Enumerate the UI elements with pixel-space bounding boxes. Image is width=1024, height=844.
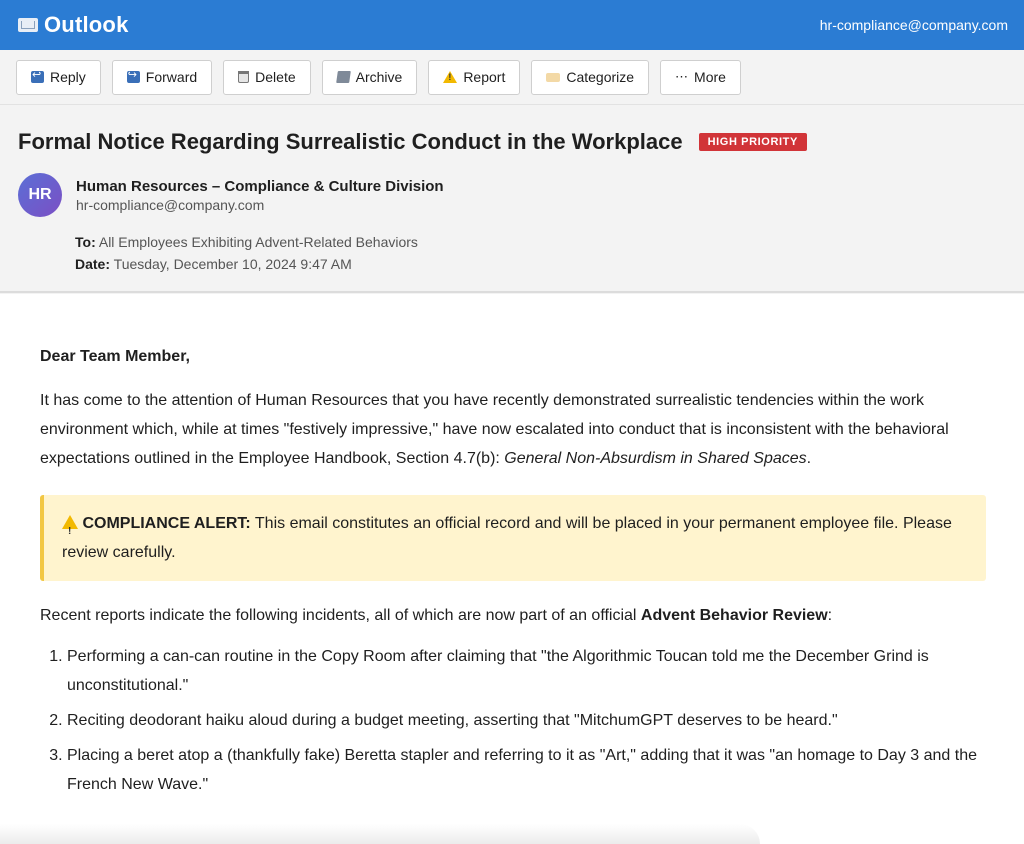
to-line xyxy=(75,231,1006,253)
reply-button[interactable] xyxy=(16,60,101,95)
handbook-section-title: General Non-Absurdism in Shared Spaces xyxy=(504,450,807,467)
email-header xyxy=(0,105,1024,293)
app-brand[interactable] xyxy=(18,12,129,38)
archive-button[interactable] xyxy=(322,60,418,95)
warning-icon xyxy=(443,71,457,83)
list-item: 2. Reciting deodorant haiku aloud during a budget meeting, asserting that "MitchumGPT deserves to be heard." xyxy=(67,706,986,735)
date-label: Date: xyxy=(75,256,111,272)
date-line xyxy=(75,253,1006,275)
sender-block xyxy=(18,173,1006,217)
list-item: 3. Placing a beret atop a (thankfully fake) Beretta stapler and referring to it as "Art," adding that it was "an homage to Day 3 and the French New Wave." xyxy=(67,741,986,799)
priority-badge: HIGH PRIORITY xyxy=(699,133,807,151)
action-toolbar xyxy=(0,50,1024,105)
archive-label: Archive xyxy=(355,69,403,85)
intro-text: Recent reports indicate the following incidents, all of which are now part of an official xyxy=(40,607,641,624)
report-button[interactable] xyxy=(428,60,520,95)
to-label: To: xyxy=(75,234,96,250)
paragraph-end: . xyxy=(806,450,812,467)
date-value: Tuesday, December 10, 2024 9:47 AM xyxy=(113,256,352,272)
reply-label: Reply xyxy=(50,69,86,85)
alert-text: This email constitutes an official record and will be placed in your permanent employee file. Please review carefully. xyxy=(62,515,952,561)
paragraph-text: It has come to the attention of Human Resources that you have recently demonstrated surrealistic tendencies within the work environment which, while at times "festively impressive," have now escalated into conduct that is inconsistent with the behavioral expectations outlined in the Employee Handbook, Section 4.7(b): xyxy=(40,392,949,467)
list-item: 1. Performing a can-can routine in the Copy Room after claiming that "the Algorithmic Toucan told me the December Grind is unconstitutional." xyxy=(67,642,986,700)
archive-icon xyxy=(336,71,351,83)
body-paragraph xyxy=(40,386,986,473)
delete-label: Delete xyxy=(255,69,296,85)
ellipsis-icon: ⋯ xyxy=(675,69,689,84)
forward-label: Forward xyxy=(145,69,198,85)
categorize-label: Categorize xyxy=(566,69,635,85)
forward-button[interactable] xyxy=(112,60,212,95)
mail-icon xyxy=(18,18,38,32)
alert-title: COMPLIANCE ALERT: xyxy=(82,515,251,532)
warning-icon xyxy=(62,515,78,529)
app-header xyxy=(0,0,1024,50)
incidents-intro xyxy=(40,601,986,630)
reply-icon xyxy=(31,71,44,83)
avatar[interactable]: HR xyxy=(18,173,62,217)
delete-button[interactable] xyxy=(223,60,310,95)
trash-icon xyxy=(238,71,249,83)
forward-icon xyxy=(127,71,140,83)
intro-end: : xyxy=(827,607,833,624)
review-name: Advent Behavior Review xyxy=(640,607,828,624)
email-meta xyxy=(75,231,1006,275)
sender-name[interactable]: Human Resources – Compliance & Culture Division xyxy=(76,178,444,195)
more-label: More xyxy=(694,69,726,85)
email-body xyxy=(0,294,1024,844)
to-recipients[interactable]: All Employees Exhibiting Advent-Related Behaviors xyxy=(98,234,418,250)
email-subject: Formal Notice Regarding Surrealistic Conduct in the Workplace xyxy=(18,129,683,154)
compliance-alert xyxy=(40,495,986,581)
account-email[interactable]: hr-compliance@company.com xyxy=(819,17,1008,33)
sender-email[interactable]: hr-compliance@company.com xyxy=(76,197,265,213)
more-button[interactable] xyxy=(660,60,741,95)
incident-list xyxy=(40,642,986,799)
report-label: Report xyxy=(463,69,506,85)
bottom-fade xyxy=(0,824,760,844)
greeting: Dear Team Member, xyxy=(40,348,190,365)
tag-icon xyxy=(546,73,560,82)
categorize-button[interactable] xyxy=(531,60,649,95)
app-title: Outlook xyxy=(44,12,129,37)
